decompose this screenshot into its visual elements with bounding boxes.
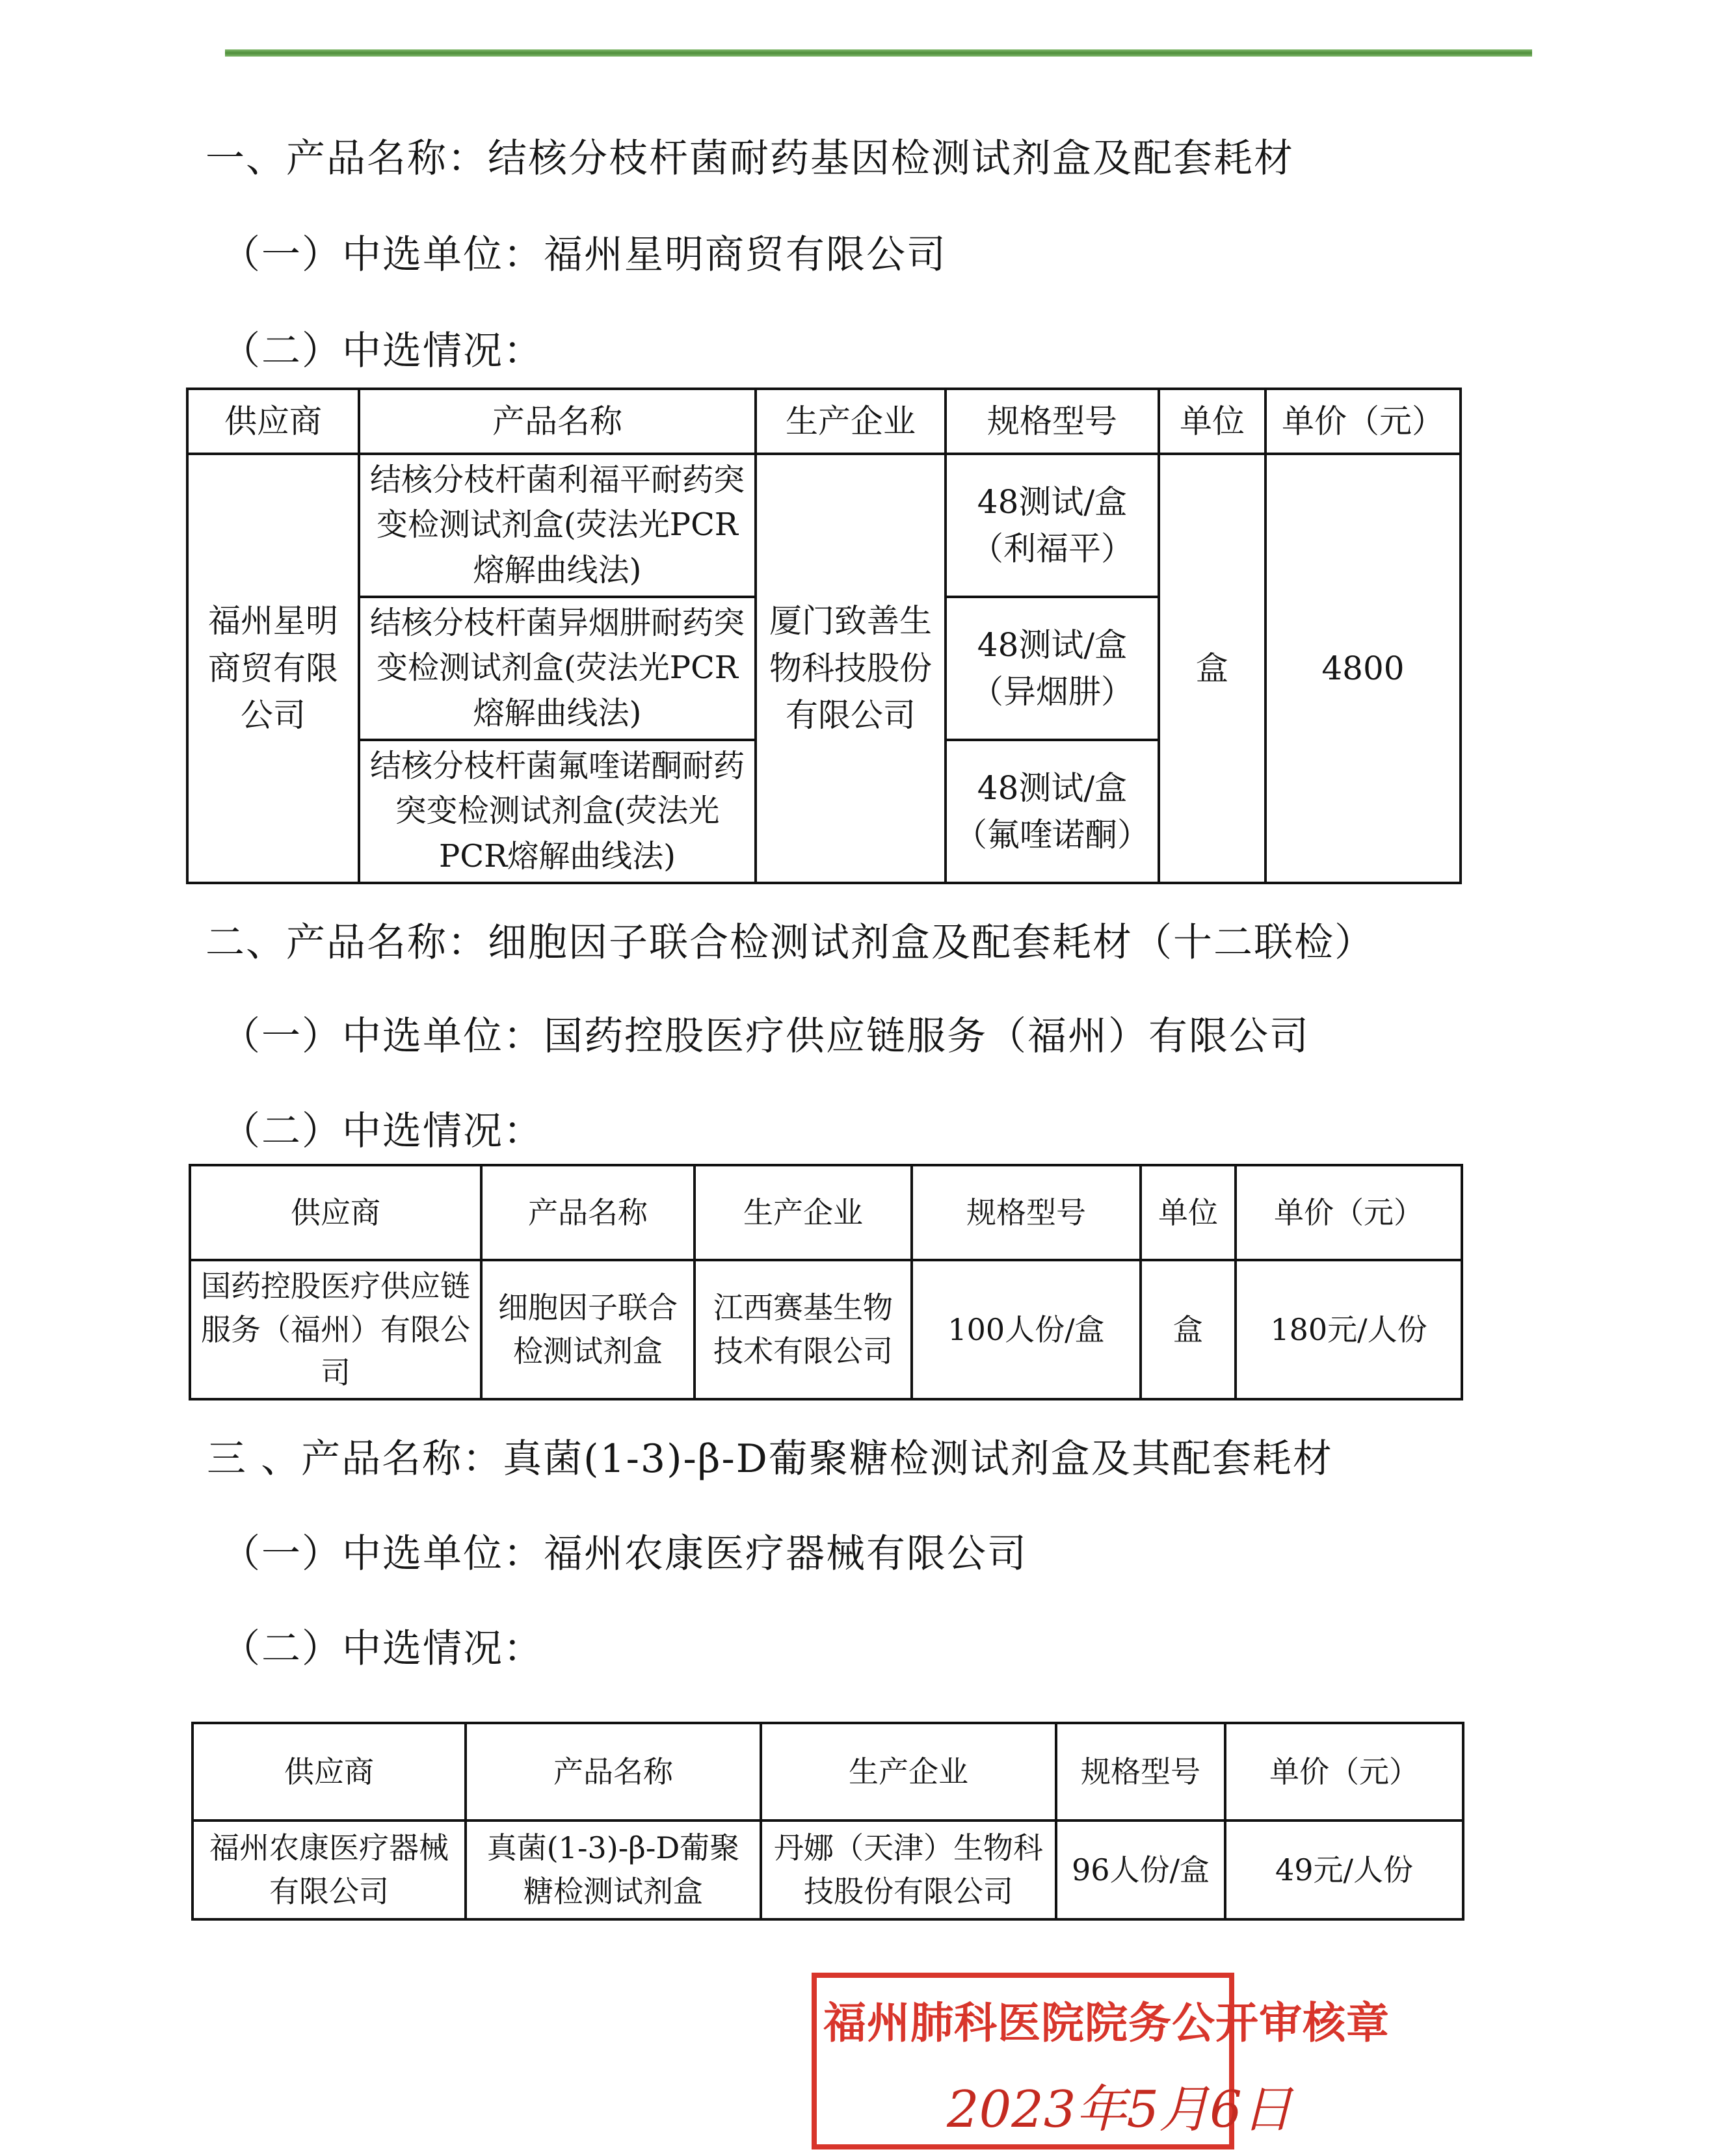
section3-winner: （一）中选单位：福州农康医疗器械有限公司 bbox=[221, 1531, 1027, 1577]
t2-header-unit: 单位 bbox=[1141, 1165, 1236, 1260]
t1-header-spec: 规格型号 bbox=[946, 389, 1159, 454]
t1-supplier: 福州星明商贸有限公司 bbox=[187, 454, 359, 883]
t3-header-product: 产品名称 bbox=[466, 1723, 761, 1821]
stamp-title: 福州肺科医院院务公开审核章 bbox=[823, 1998, 1390, 2048]
t1-manufacturer: 厦门致善生物科技股份有限公司 bbox=[756, 454, 946, 883]
t1-product-fluoroquinolone: 结核分枝杆菌氟喹诺酮耐药突变检测试剂盒(荧法光PCR熔解曲线法) bbox=[359, 740, 756, 883]
t1-unit: 盒 bbox=[1159, 454, 1265, 883]
t1-spec-rifampicin: 48测试/盒（利福平） bbox=[946, 454, 1159, 597]
t2-header-product: 产品名称 bbox=[481, 1165, 695, 1260]
t2-manufacturer: 江西赛基生物技术有限公司 bbox=[695, 1260, 912, 1399]
section2-table bbox=[189, 1164, 1463, 1400]
t3-header-spec: 规格型号 bbox=[1056, 1723, 1225, 1821]
t1-product-isoniazid: 结核分枝杆菌异烟肼耐药突变检测试剂盒(荧法光PCR熔解曲线法) bbox=[359, 597, 756, 740]
t1-header-product: 产品名称 bbox=[359, 389, 756, 454]
t2-header-supplier: 供应商 bbox=[190, 1165, 481, 1260]
t2-header-spec: 规格型号 bbox=[912, 1165, 1141, 1260]
section3-table bbox=[191, 1722, 1464, 1921]
t3-header-manufacturer: 生产企业 bbox=[761, 1723, 1056, 1821]
t2-unit: 盒 bbox=[1141, 1260, 1236, 1399]
section2-winner: （一）中选单位：国药控股医疗供应链服务（福州）有限公司 bbox=[221, 1014, 1310, 1059]
section1-title: 一、产品名称：结核分枝杆菌耐药基因检测试剂盒及配套耗材 bbox=[205, 136, 1294, 181]
t1-product-rifampicin: 结核分枝杆菌利福平耐药突变检测试剂盒(荧法光PCR熔解曲线法) bbox=[359, 454, 756, 597]
t3-manufacturer: 丹娜（天津）生物科技股份有限公司 bbox=[761, 1821, 1056, 1919]
t2-header-price: 单价（元） bbox=[1236, 1165, 1462, 1260]
section2-title: 二、产品名称：细胞因子联合检测试剂盒及配套耗材（十二联检） bbox=[205, 920, 1375, 966]
t2-price: 180元/人份 bbox=[1236, 1260, 1462, 1399]
t1-header-unit: 单位 bbox=[1159, 389, 1265, 454]
t2-supplier: 国药控股医疗供应链服务（福州）有限公司 bbox=[190, 1260, 481, 1399]
t1-spec-fluoroquinolone: 48测试/盒（氟喹诺酮） bbox=[946, 740, 1159, 883]
t1-price: 4800 bbox=[1265, 454, 1461, 883]
t3-header-supplier: 供应商 bbox=[192, 1723, 466, 1821]
section3-status: （二）中选情况： bbox=[221, 1626, 544, 1672]
t1-header-manufacturer: 生产企业 bbox=[756, 389, 946, 454]
t2-spec: 100人份/盒 bbox=[912, 1260, 1141, 1399]
t3-product: 真菌(1-3)-β-D葡聚糖检测试剂盒 bbox=[466, 1821, 761, 1919]
t3-spec: 96人份/盒 bbox=[1056, 1821, 1225, 1919]
top-divider-bar bbox=[225, 49, 1532, 57]
section1-status: （二）中选情况： bbox=[221, 328, 544, 374]
t2-header-manufacturer: 生产企业 bbox=[695, 1165, 912, 1260]
t2-product: 细胞因子联合检测试剂盒 bbox=[481, 1260, 695, 1399]
section1-table bbox=[186, 388, 1462, 884]
t3-price: 49元/人份 bbox=[1225, 1821, 1463, 1919]
t1-header-price: 单价（元） bbox=[1265, 389, 1461, 454]
t3-header-price: 单价（元） bbox=[1225, 1723, 1463, 1821]
review-stamp bbox=[812, 1973, 1390, 2149]
t1-header-supplier: 供应商 bbox=[187, 389, 359, 454]
stamp-date: 2023年5月6日 bbox=[947, 2081, 1293, 2139]
t1-spec-isoniazid: 48测试/盒（异烟肼） bbox=[946, 597, 1159, 740]
section2-status: （二）中选情况： bbox=[221, 1109, 544, 1154]
section3-title: 三 、产品名称：真菌(1-3)-β-D葡聚糖检测试剂盒及其配套耗材 bbox=[207, 1436, 1333, 1482]
section1-winner: （一）中选单位：福州星明商贸有限公司 bbox=[221, 232, 947, 278]
t3-supplier: 福州农康医疗器械有限公司 bbox=[192, 1821, 466, 1919]
